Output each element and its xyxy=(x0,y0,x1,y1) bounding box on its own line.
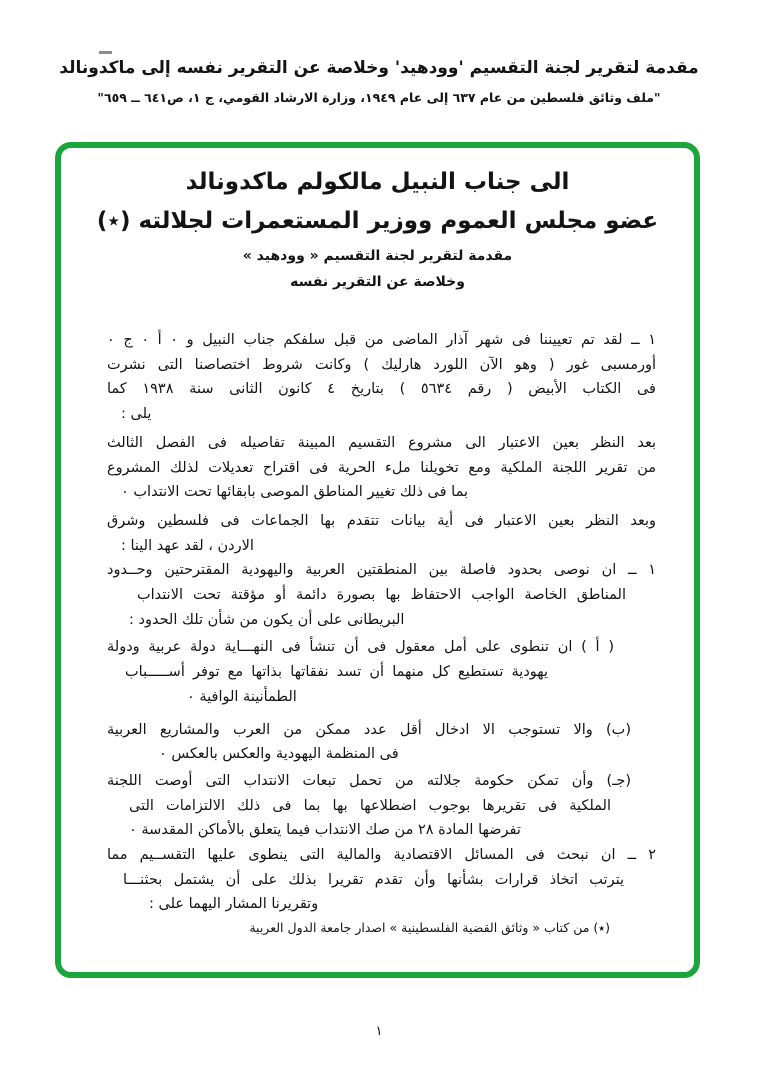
text-line: (جـ) وأن تمكن حكومة جلالته من تحمل تبعات الانتداب التى أوصت اللجنة xyxy=(107,772,631,789)
footnote: (٭) من كتاب « وثائق القضية الفلسطينية » اصدار جامعة الدول العربية xyxy=(249,920,610,936)
text-line: الاردن ، لقد عهد الينا : xyxy=(121,537,254,554)
text-line: أورمسبى غور ( وهو الآن اللورد هارليك ) وكانت شروط اختصاصنا التى نشرت xyxy=(107,356,656,373)
paragraph-2 xyxy=(107,431,656,505)
header-line-2: "ملف وثائق فلسطين من عام ٦٣٧ إلى عام ١٩٤٩، وزارة الارشاد القومي، ج ١، ص٦٤١ ــ ٦٥٩" xyxy=(97,90,661,105)
lettered-item-a xyxy=(107,635,656,709)
text-line: تفرضها المادة ٢٨ من صك الانتداب فيما يتعلق بالأماكن المقدسة ٠ xyxy=(129,822,521,839)
text-line: المناطق الخاصة الواجب الاحتفاظ بها بصورة دائمة أو مؤقتة تحت الانتداب xyxy=(137,587,626,604)
text-line: ( أ ) ان تنطوى على أمل معقول فى أن تنشأ فى النهـــاية دولة عربية ودولة xyxy=(107,639,614,656)
letter-title xyxy=(61,164,694,294)
text-line: الطمأنينة الوافية ٠ xyxy=(187,688,297,705)
text-line: وتقريرنا المشار اليهما على : xyxy=(149,896,319,913)
text-line: بعد النظر بعين الاعتبار الى مشروع التقسيم المبينة تفاصيله فى الفصل الثالث xyxy=(107,434,656,451)
letter-subtitle-line-1: مقدمة لتقرير لجنة التقسيم « وودهيد » xyxy=(242,248,513,264)
text-line: من تقرير اللجنة الملكية ومع تخويلنا ملء الحرية فى اقتراح تعديلات لذلك المشروع xyxy=(107,459,656,476)
text-line: يترتب اتخاذ قرارات بشأنها وأن تقدم تقريرا بذلك على أن يشتمل بحثنـــا xyxy=(123,871,624,888)
letter-title-line-1: الى جناب النبيل مالكولم ماكدونالد xyxy=(185,169,570,195)
text-line: الملكية فى تقريرها بوجوب اضطلاعها بها بما فى ذلك الالتزامات التى xyxy=(129,797,611,814)
text-line: (ب) والا تستوجب الا ادخال أقل عدد ممكن من العرب والمشاريع العربية xyxy=(107,721,631,738)
document-frame xyxy=(55,142,700,978)
text-line: يهودية تستطيع كل منهما أن تسد نفقاتها بذاتها مع توفر أســـــباب xyxy=(125,664,548,681)
numbered-item-1 xyxy=(107,558,656,632)
text-line: ١ ــ لقد تم تعييننا فى شهر آذار الماضى من قبل سلفكم جناب النبيل و ٠ أ ٠ ج ٠ xyxy=(107,332,657,348)
text-line: وبعد النظر بعين الاعتبار فى أية بيانات تتقدم بها الجماعات فى فلسطين وشرق xyxy=(107,512,656,529)
text-line: بما فى ذلك تغيير المناطق الموصى بابقائها تحت الانتداب ٠ xyxy=(121,484,468,501)
paragraph-3 xyxy=(107,509,656,558)
text-line: يلى : xyxy=(121,406,152,423)
header-line-1: مقدمة لتقرير لجنة التقسيم 'وودهيد' وخلاصة عن التقرير نفسه إلى ماكدونالد xyxy=(59,58,699,78)
page-header xyxy=(0,56,758,106)
scan-artifact-dash xyxy=(99,51,112,54)
letter-subtitle-line-2: وخلاصة عن التقرير نفسه xyxy=(290,274,465,290)
text-line: فى الكتاب الأبيض ( رقم ٥٦٣٤ ) بتاريخ ٤ كانون الثانى سنة ١٩٣٨ كما xyxy=(107,381,656,398)
numbered-item-2 xyxy=(107,843,656,917)
letter-body xyxy=(61,328,694,939)
page-number: ١ xyxy=(375,1024,383,1039)
text-line: ٢ ــ ان نبحث فى المسائل الاقتصادية والمالية التى ينطوى عليها التقســيم مما xyxy=(107,847,656,864)
lettered-item-b xyxy=(107,718,656,767)
text-line: ١ ــ ان نوصى بحدود فاصلة بين المنطقتين العربية واليهودية المقترحتين وحــدود xyxy=(107,562,656,579)
text-line: البريطانى على أن يكون من شأن تلك الحدود : xyxy=(129,611,405,628)
letter-title-line-2: عضو مجلس العموم ووزير المستعمرات لجلالته (٭) xyxy=(96,208,659,234)
text-line: فى المنظمة اليهودية والعكس بالعكس ٠ xyxy=(159,746,399,763)
paragraph-1 xyxy=(107,328,656,427)
lettered-item-j xyxy=(107,769,656,843)
